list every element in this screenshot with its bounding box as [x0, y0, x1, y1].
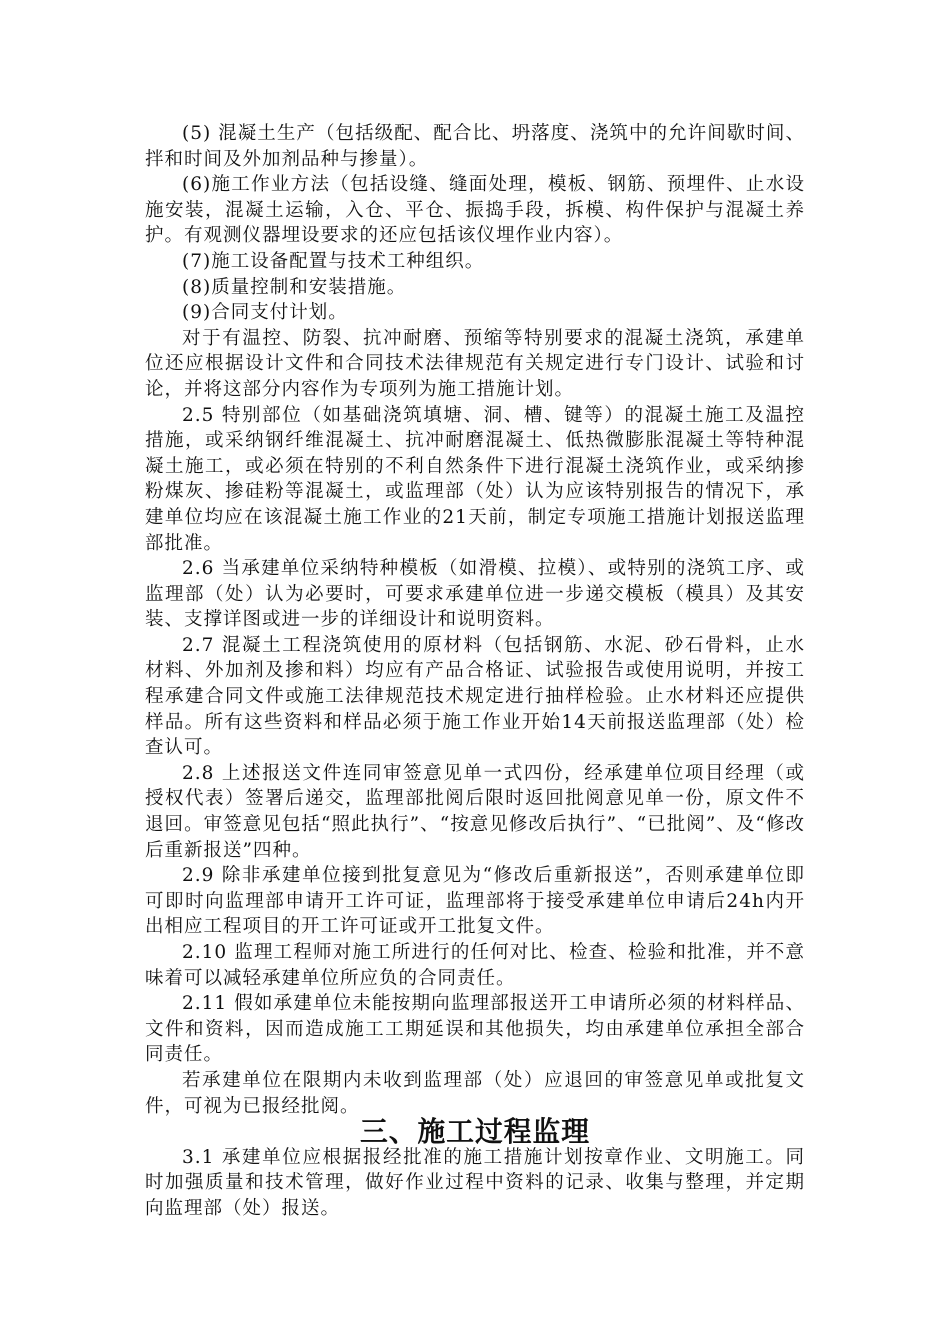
paragraph-3-1: 3.1 承建单位应根据报经批准的施工措施计划按章作业、文明施工。同时加强质量和技术管理，做好作业过程中资料的记录、收集与整理，并定期向监理部（处）报送。 [145, 1146, 805, 1219]
paragraph-2-10: 2.10 监理工程师对施工所进行的任何对比、检查、检验和批准，并不意味着可以减轻承建单位所应负的合同责任。 [145, 942, 805, 989]
paragraph-deemed-approved: 若承建单位在限期内未收到监理部（处）应退回的审签意见单或批复文件，可视为已报经批阅。 [145, 1069, 805, 1117]
paragraph-item-7: (7)施工设备配置与技术工种组织。 [182, 250, 485, 272]
document-page [145, 121, 805, 1222]
section-heading: 三、施工过程监理 [359, 1115, 590, 1149]
paragraph-item-8: (8)质量控制和安装措施。 [182, 276, 407, 298]
paragraph-item-9: (9)合同支付计划。 [182, 302, 348, 324]
paragraph-item-6: (6)施工作业方法（包括设缝、缝面处理，模板、钢筋、预埋件、止水设施安装，混凝土运输，入仓、平仓、振捣手段，拆模、构件保护与混凝土养护。有观测仪器埋设要求的还应包括该仪埋作业内容）。 [145, 174, 805, 247]
paragraph-2-11: 2.11 假如承建单位未能按期向监理部报送开工申请所必须的材料样品、文件和资料，因而造成施工工期延误和其他损失，均由承建单位承担全部合同责任。 [145, 993, 805, 1066]
paragraph-2-8: 2.8 上述报送文件连同审签意见单一式四份，经承建单位项目经理（或授权代表）签署后递交，监理部批阅后限时返回批阅意见单一份，原文件不退回。审签意见包括“照此执行”、“按意见修改后执行”、“已批阅”、及“修改后重新报送”四种。 [145, 762, 805, 861]
paragraph-2-7: 2.7 混凝土工程浇筑使用的原材料（包括钢筋、水泥、砂石骨料，止水材料、外加剂及掺和料）均应有产品合格证、试验报告或使用说明，并按工程承建合同文件或施工法律规范技术规定进行抽样检验。止水材料还应提供样品。所有这些资料和样品必须于施工作业开始14天前报送监理部（处）检查认可。 [145, 634, 805, 759]
paragraph-special-requirements: 对于有温控、防裂、抗冲耐磨、预缩等特别要求的混凝土浇筑，承建单位还应根据设计文件和合同技术法律规范有关规定进行专门设计、试验和讨论，并将这部分内容作为专项列为施工措施计划。 [145, 327, 805, 400]
paragraph-2-9: 2.9 除非承建单位接到批复意见为“修改后重新报送”，否则承建单位即可即时向监理部申请开工许可证，监理部将于接受承建单位申请后24h内开出相应工程项目的开工许可证或开工批复文件。 [145, 865, 805, 938]
paragraph-2-6: 2.6 当承建单位采纳特种模板（如滑模、拉模）、或特别的浇筑工序、或监理部（处）认为必要时，可要求承建单位进一步递交模板（模具）及其安装、支撑详图或进一步的详细设计和说明资料。 [145, 558, 805, 631]
paragraph-2-5: 2.5 特别部位（如基础浇筑填塘、洞、槽、键等）的混凝土施工及温控措施，或采纳钢纤维混凝土、抗冲耐磨混凝土、低热微膨胀混凝土等特种混凝土施工，或必须在特别的不利自然条件下进行混凝土浇筑作业，或采纳掺粉煤灰、掺硅粉等混凝土，或监理部（处）认为应该特别报告的情况下，承建单位均应在该混凝土施工作业的21天前，制定专项施工措施计划报送监理部批准。 [145, 404, 805, 554]
paragraph-item-5: (5) 混凝土生产（包括级配、配合比、坍落度、浇筑中的允许间歇时间、拌和时间及外加剂品种与掺量）。 [145, 123, 805, 170]
